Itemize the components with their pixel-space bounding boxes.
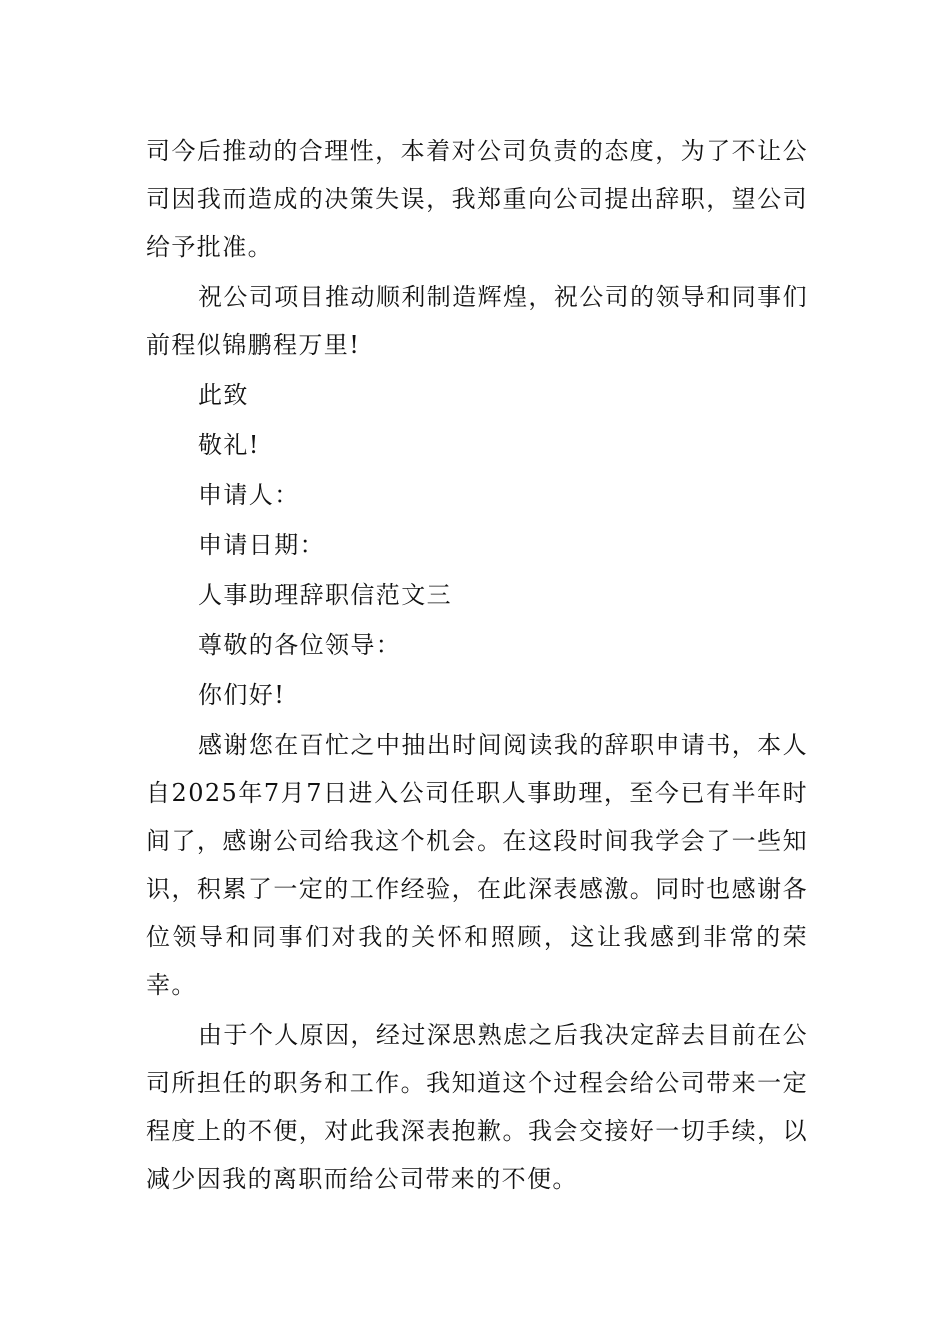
letter-body xyxy=(146,127,808,1205)
section-title: 人事助理辞职信范文三 xyxy=(198,581,452,609)
applicant-label: 申请人： xyxy=(198,481,300,509)
closing-respect: 敬礼! xyxy=(198,431,260,459)
application-date-label: 申请日期： xyxy=(198,531,325,559)
greeting-hello: 你们好! xyxy=(198,681,286,709)
greeting-recipients: 尊敬的各位领导： xyxy=(198,631,402,659)
paragraph-thanks: 感谢您在百忙之中抽出时间阅读我的辞职申请书，本人自2025年7月7日进入公司任职人事助理，至今已有半年时间了，感谢公司给我这个机会。在这段时间我学会了一些知识，积累了一定的工作经验，在此深表感激。同时也感谢各位领导和同事们对我的关怀和照顾，这让我感到非常的荣幸。 xyxy=(146,731,808,999)
paragraph-blessing: 祝公司项目推动顺利制造辉煌，祝公司的领导和同事们前程似锦鹏程万里! xyxy=(146,283,808,359)
paragraph-continuation: 司今后推动的合理性，本着对公司负责的态度，为了不让公司因我而造成的决策失误，我郑重向公司提出辞职，望公司给予批准。 xyxy=(146,137,808,261)
paragraph-reason: 由于个人原因，经过深思熟虑之后我决定辞去目前在公司所担任的职务和工作。我知道这个过程会给公司带来一定程度上的不便，对此我深表抱歉。我会交接好一切手续，以减少因我的离职而给公司带来的不便。 xyxy=(146,1021,808,1193)
closing-salutation: 此致 xyxy=(198,381,249,409)
